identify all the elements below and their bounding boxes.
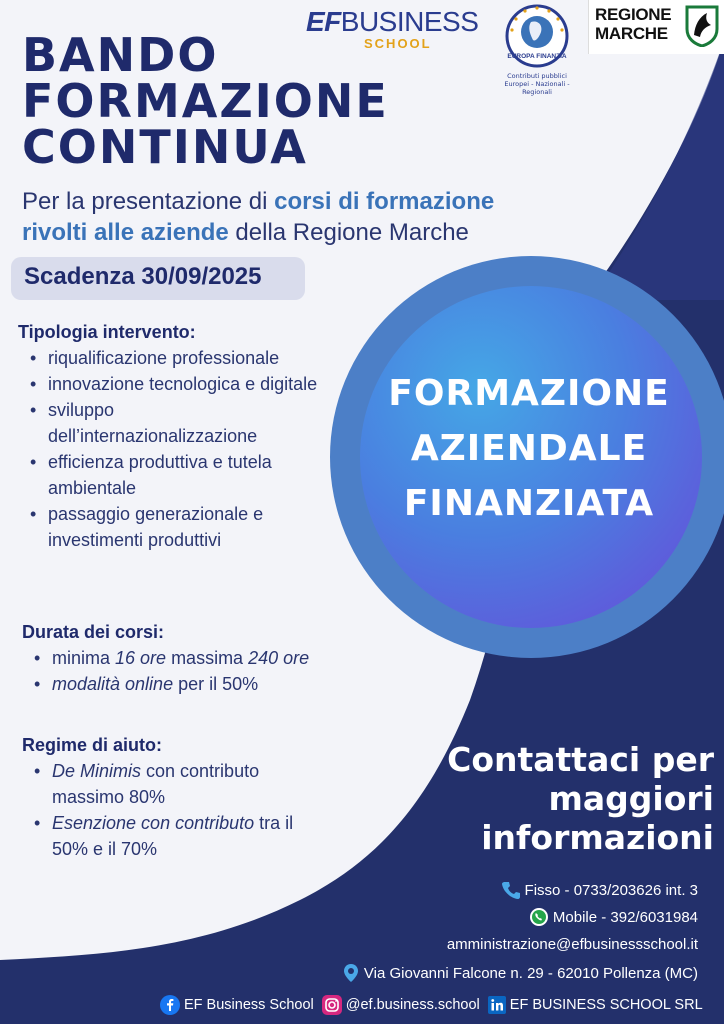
durata-text: minima: [52, 648, 116, 668]
list-item: • innovazione tecnologica e digitale: [18, 371, 318, 397]
circle-line-2: AZIENDALE: [410, 428, 648, 469]
regime-heading: Regime di aiuto:: [22, 735, 163, 755]
regime-esenzione: Esenzione con contributo: [52, 813, 255, 833]
europa-finanzia-logo: [497, 2, 577, 96]
eu-logo-name: EUROPA FINANZIA: [507, 53, 567, 60]
phone-text: Fisso - 0733/203626 int. 3: [524, 881, 698, 899]
list-item: [22, 645, 382, 671]
durata-heading: Durata dei corsi:: [22, 622, 165, 642]
tipologia-heading: Tipologia intervento:: [18, 322, 196, 342]
phone-icon: [501, 880, 521, 900]
regime-de-minimis: De Minimis: [52, 761, 142, 781]
subtitle-part-2: della Regione Marche: [228, 219, 469, 246]
tipologia-list: [18, 345, 348, 553]
phone-contact[interactable]: [501, 880, 698, 900]
instagram-link[interactable]: [322, 995, 480, 1015]
instagram-text: @ef.business.school: [345, 997, 480, 1013]
list-item: • sviluppo dell’internazionalizzazione: [18, 397, 318, 449]
regime-list: [22, 758, 342, 862]
durata-min: 16 ore: [115, 648, 167, 668]
region-line-1: REGIONE: [595, 5, 672, 24]
whatsapp-icon: [529, 907, 549, 927]
list-item: [22, 758, 322, 810]
durata-section: [22, 622, 382, 697]
facebook-link[interactable]: [160, 995, 314, 1015]
ef-logo-prefix: EF: [306, 6, 341, 37]
mobile-contact[interactable]: [529, 907, 698, 927]
region-line-2: MARCHE: [595, 24, 668, 43]
circle-line-3: FINANZIATA: [403, 483, 655, 524]
durata-max: 240 ore: [248, 648, 310, 668]
list-item: • passaggio generazionale e investimenti produttivi: [18, 501, 328, 553]
durata-text: per il 50%: [173, 674, 259, 694]
title-line-1: BANDO: [22, 28, 219, 82]
regime-section: [22, 735, 342, 862]
linkedin-text: EF BUSINESS SCHOOL SRL: [509, 997, 703, 1013]
deadline-badge: [11, 257, 305, 300]
tipologia-section: [18, 322, 348, 553]
ef-logo-sub: SCHOOL: [364, 36, 432, 51]
facebook-icon: [160, 995, 180, 1015]
address-contact: [342, 963, 698, 983]
subtitle: [22, 186, 602, 248]
page-title: [22, 28, 442, 174]
list-item: • efficienza produttiva e tutela ambientale: [18, 449, 348, 501]
europa-finanzia-emblem-icon: [497, 2, 577, 72]
deadline-text: Scadenza 30/09/2025: [24, 263, 262, 290]
facebook-text: EF Business School: [184, 997, 314, 1013]
list-item: [22, 671, 382, 697]
eu-caption-1: Contributi pubblici: [507, 72, 567, 80]
contact-title-line-3: informazioni: [481, 818, 714, 857]
list-item: • riqualificazione professionale: [18, 345, 348, 371]
subtitle-part-1: Per la presentazione di: [22, 188, 275, 215]
email-contact[interactable]: [447, 936, 698, 953]
email-text[interactable]: amministrazione@efbusinessschool.it: [446, 936, 698, 953]
ef-logo-text: BUSINESS: [340, 6, 479, 37]
linkedin-icon: [488, 996, 506, 1014]
address-text: Via Giovanni Falcone n. 29 - 62010 Pollenza (MC): [363, 964, 698, 982]
mobile-text: Mobile - 392/6031984: [552, 908, 698, 926]
social-footer: [160, 993, 720, 1017]
durata-text: massima: [166, 648, 249, 668]
circle-line-1: FORMAZIONE: [388, 373, 670, 414]
instagram-icon: [322, 995, 342, 1015]
linkedin-link[interactable]: [488, 996, 703, 1014]
regime-text: tra il 50% e il 70%: [52, 813, 294, 859]
location-pin-icon: [342, 963, 360, 983]
title-line-3: CONTINUA: [22, 120, 308, 174]
durata-list: [22, 645, 382, 697]
subtitle-highlight-2: rivolti alle aziende: [22, 219, 229, 246]
contact-title: [400, 740, 714, 857]
subtitle-highlight-1: corsi di formazione: [274, 188, 495, 215]
durata-online: modalità online: [52, 674, 174, 694]
eu-caption-2: Europei - Nazionali - Regionali: [504, 80, 570, 96]
contact-title-line-2: maggiori: [548, 779, 714, 818]
regione-marche-logo: [588, 0, 724, 54]
region-shield-icon: [685, 5, 719, 47]
circle-text: [360, 366, 698, 531]
contact-title-line-1: Contattaci per: [447, 740, 714, 779]
regime-text: con contributo massimo 80%: [52, 761, 260, 807]
list-item: [22, 810, 312, 862]
title-line-2: FORMAZIONE: [22, 74, 389, 128]
